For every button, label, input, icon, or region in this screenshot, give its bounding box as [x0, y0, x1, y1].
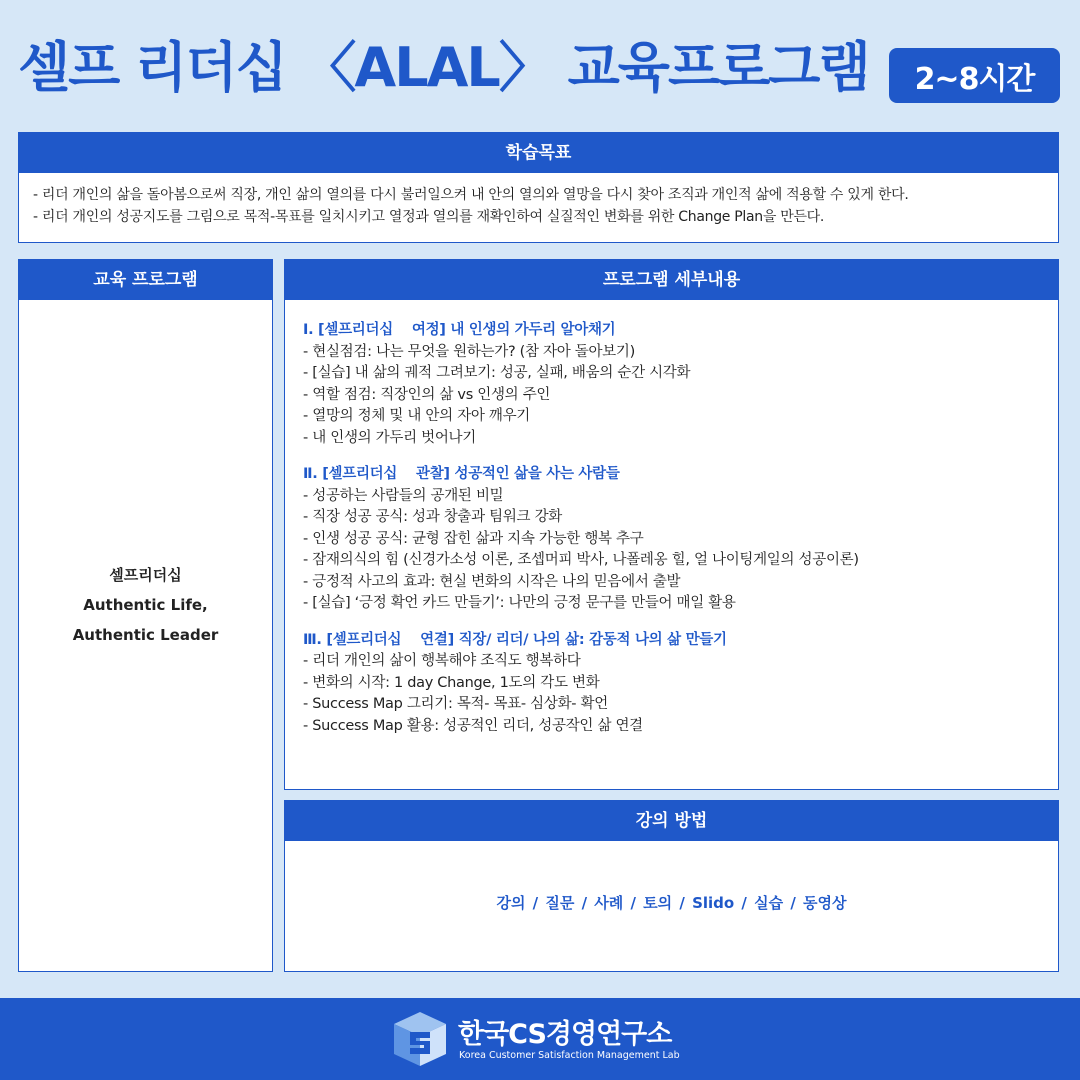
section-title: Ⅱ. [셀프리더십 관찰] 성공적인 삶을 사는 사람들: [303, 466, 620, 482]
list-item: - [실습] ‘긍정 확언 카드 만들기’: 나만의 긍정 문구를 만들어 매일 활용: [303, 595, 736, 611]
company-subtitle: Korea Customer Satisfaction Management Lab: [459, 1050, 680, 1061]
program-line: Authentic Life,: [83, 596, 208, 614]
objective-line: - 리더 개인의 삶을 돌아봄으로써 직장, 개인 삶의 열의를 다시 불러일으켜 내 안의 열의와 열망을 다시 찾아 조직과 개인적 삶에 적용할 수 있게 한다.: [33, 187, 909, 203]
program-line: 셀프리더십: [109, 566, 182, 584]
objective-line: - 리더 개인의 성공지도를 그림으로 목적-목표를 일치시키고 열정과 열의를 재확인하여 실질적인 변화를 위한 Change Plan을 만든다.: [33, 209, 825, 225]
company-name: 한국CS경영연구소: [458, 1019, 672, 1050]
list-item: - 인생 성공 공식: 균형 잡힌 삶과 지속 가능한 행복 추구: [303, 530, 644, 547]
list-item: - 열망의 정체 및 내 안의 자아 깨우기: [303, 408, 530, 424]
details-section-2: [303, 464, 1058, 615]
page-title: 셀프 리더십 〈ALAL〉 교육프로그램: [18, 36, 869, 99]
list-item: - 변화의 시작: 1 day Change, 1도의 각도 변화: [303, 674, 600, 691]
section-title: Ⅲ. [셀프리더십 연결] 직장/ 리더/ 나의 삶: 감동적 나의 삶 만들기: [303, 631, 727, 648]
details-heading: 프로그램 세부내용: [285, 260, 1058, 300]
list-item: - [실습] 내 삶의 궤적 그려보기: 성공, 실패, 배움의 순간 시각화: [303, 365, 691, 381]
program-name: [19, 560, 272, 650]
duration-badge: 2~8시간: [889, 48, 1060, 103]
program-panel: [18, 259, 273, 972]
footer: [0, 998, 1080, 1080]
list-item: - 긍정적 사고의 효과: 현실 변화의 시작은 나의 믿음에서 출발: [303, 573, 681, 590]
objectives-body: [19, 173, 1058, 228]
list-item: - 역할 점검: 직장인의 삶 vs 인생의 주인: [303, 386, 551, 403]
list-item: - 직장 성공 공식: 성과 창출과 팀워크 강화: [303, 509, 562, 525]
list-item: - 성공하는 사람들의 공개된 비밀: [303, 487, 504, 504]
details-panel: [284, 259, 1059, 790]
list-item: - 잠재의식의 힘 (신경가소성 이론, 조셉머피 박사, 나폴레옹 힐, 얼 나이팅게일의 성공이론): [303, 552, 859, 568]
company-logo-icon: [392, 1010, 448, 1068]
objectives-panel: [18, 132, 1059, 243]
list-item: - Success Map 활용: 성공적인 리더, 성공작인 삶 연결: [303, 717, 643, 734]
program-heading: 교육 프로그램: [19, 260, 272, 300]
method-heading: 강의 방법: [285, 801, 1058, 841]
section-title: Ⅰ. [셀프리더십 여정] 내 인생의 가두리 알아채기: [303, 322, 616, 338]
list-item: - 리더 개인의 삶이 행복해야 조직도 행복하다: [303, 653, 581, 669]
details-section-1: [303, 320, 1058, 449]
details-body: [285, 300, 1058, 737]
header: [0, 0, 1080, 125]
objectives-heading: 학습목표: [19, 133, 1058, 173]
details-section-3: [303, 630, 1058, 738]
method-panel: [284, 800, 1059, 972]
list-item: - 현실점검: 나는 무엇을 원하는가? (참 자아 돌아보기): [303, 343, 635, 360]
method-list: 강의 / 질문 / 사례 / 토의 / Slido / 실습 / 동영상: [496, 894, 847, 912]
list-item: - Success Map 그리기: 목적- 목표- 심상화- 확언: [303, 696, 608, 712]
list-item: - 내 인생의 가두리 벗어나기: [303, 429, 476, 446]
program-line: Authentic Leader: [72, 626, 219, 644]
